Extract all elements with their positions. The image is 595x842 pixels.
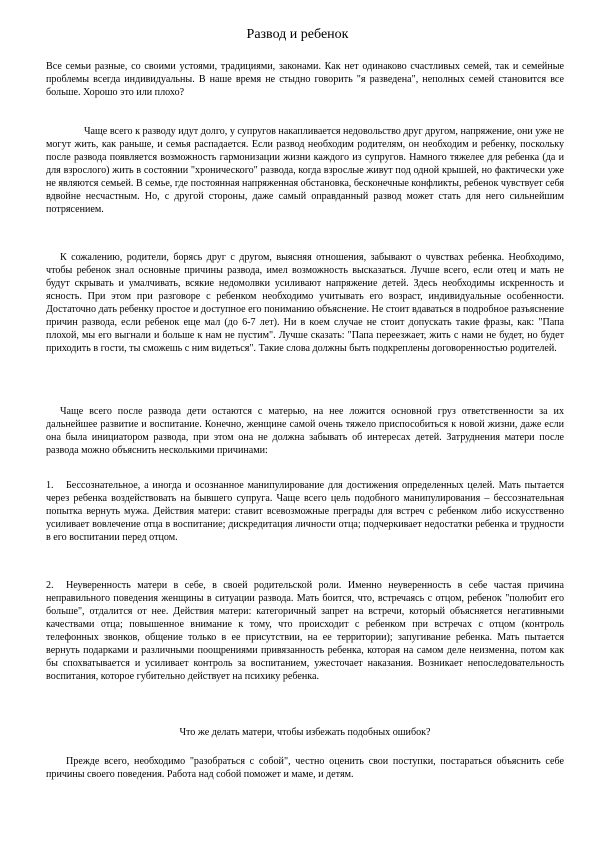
list-item-text: Бессознательное, а иногда и осознанное манипулирование для достижения определенных целей. Мать пытается через ребенка воздействовать на бывшего супруга. Чаще всего цель подобного манипулирования – бессознательная попытка вернуть мужа. Действия матери: ставит всевозможные преграды для встреч с ребенком либо искусственно усиливает вовлечение отца в воспитание; дискредитация личности отца; подчеркивает недостатки ребенка и трудности в его воспитании перед отцом. (46, 480, 564, 543)
paragraph-4: Прежде всего, необходимо "разобраться с собой", честно оценить свои поступки, постараться объяснить себе причины своего поведения. Работа над собой поможет и маме, и детям. (46, 756, 564, 780)
intro-paragraph: Все семьи разные, со своими устоями, традициями, законами. Как нет одинаково счастливых семей, так и семейные проблемы всегда индивидуальны. В наше время не стыдно говорить "я разведена", неполных семей становится все больше. Хорошо это или плохо? (46, 61, 564, 98)
paragraph-2: К сожалению, родители, борясь друг с другом, выясняя отношения, забывают о чувствах ребенка. Необходимо, чтобы ребенок знал основные причины развода, имел возможность высказаться. Лучше всего, если отец и мать не будут скрывать и умалчивать, всякие недомолвки усиливают напряжение детей. Здесь необходимы искренность и ясность. При этом при разговоре с ребенком необходимо учитывать его возраст, индивидуальные особенности. Достаточно дать ребенку простое и доступное его пониманию объяснение. Не стоит вдаваться в подробное разъяснение причин развода, если ребенок еще мал (до 6-7 лет). Ни в коем случае не стоит допускать такие фразы, как: "Папа плохой, мы его выгнали и больше к нам не пустим". Лучше сказать: "Папа переезжает, жить с нами не будет, но будет приходить в гости, ты сможешь с ним видеться". Такие слова должны быть подкреплены договоренностью родителей. (46, 252, 564, 354)
list-item-text: Неуверенность матери в себе, в своей родительской роли. Именно неуверенность в себе частая причина неправильного поведения женщины в ситуации развода. Мать боится, что, встречаясь с отцом, ребенок "полюбит его больше", отдалится от нее. Действия матери: категоричный запрет на встречи, который объясняется негативными качествами отца; повышенное внимание к тому, что происходит с ребенком при встречах с отцом (контроль телефонных звонков, общение только в ее присутствии, на ее территории); запугивание ребенка. Мать пытается вернуть подарками и различными поощрениями привязанность ребенка, которая на самом деле неизменна, потом как бы спохватывается и усиливает контроль за воспитанием, ужесточает наказания. Возникает непоследовательность воспитания, которое губительно действует на психику ребенка. (46, 580, 564, 682)
list-number: 2. (46, 580, 54, 591)
paragraph-3: Чаще всего после развода дети остаются с матерью, на нее ложится основной груз ответственности за их дальнейшее развитие и воспитание. Конечно, женщине самой очень тяжело приспособиться к новой жизни, даже если она была инициатором развода, при этом она не должна забывать об интересах детей. Затруднения матери после развода можно объяснить несколькими причинами: (46, 406, 564, 456)
list-item (46, 579, 564, 683)
section-question: Что же делать матери, чтобы избежать подобных ошибок? (179, 727, 431, 738)
page-title: Развод и ребенок (246, 27, 349, 42)
list-number: 1. (46, 480, 54, 491)
paragraph-1: Чаще всего к разводу идут долго, у супругов накапливается недовольство друг другом, напряжение, они уже не могут жить, как раньше, и семья распадается. Если развод необходим родителям, он необходим и ребенку, поскольку после развода появляется возможность гармонизации жизни каждого из супругов. Намного тяжелее для ребенка (да и для взрослого) жить в состоянии "хронического" развода, когда взрослые живут под одной крышей, но фактически уже не являются семьей. В семье, где постоянная напряженная обстановка, бесконечные конфликты, ребенок чувствует себя вдвойне несчастным. Но, с другой стороны, даже самый оправданный развод может стать для него сильнейшим потрясением. (46, 126, 564, 215)
list-item (46, 479, 564, 544)
